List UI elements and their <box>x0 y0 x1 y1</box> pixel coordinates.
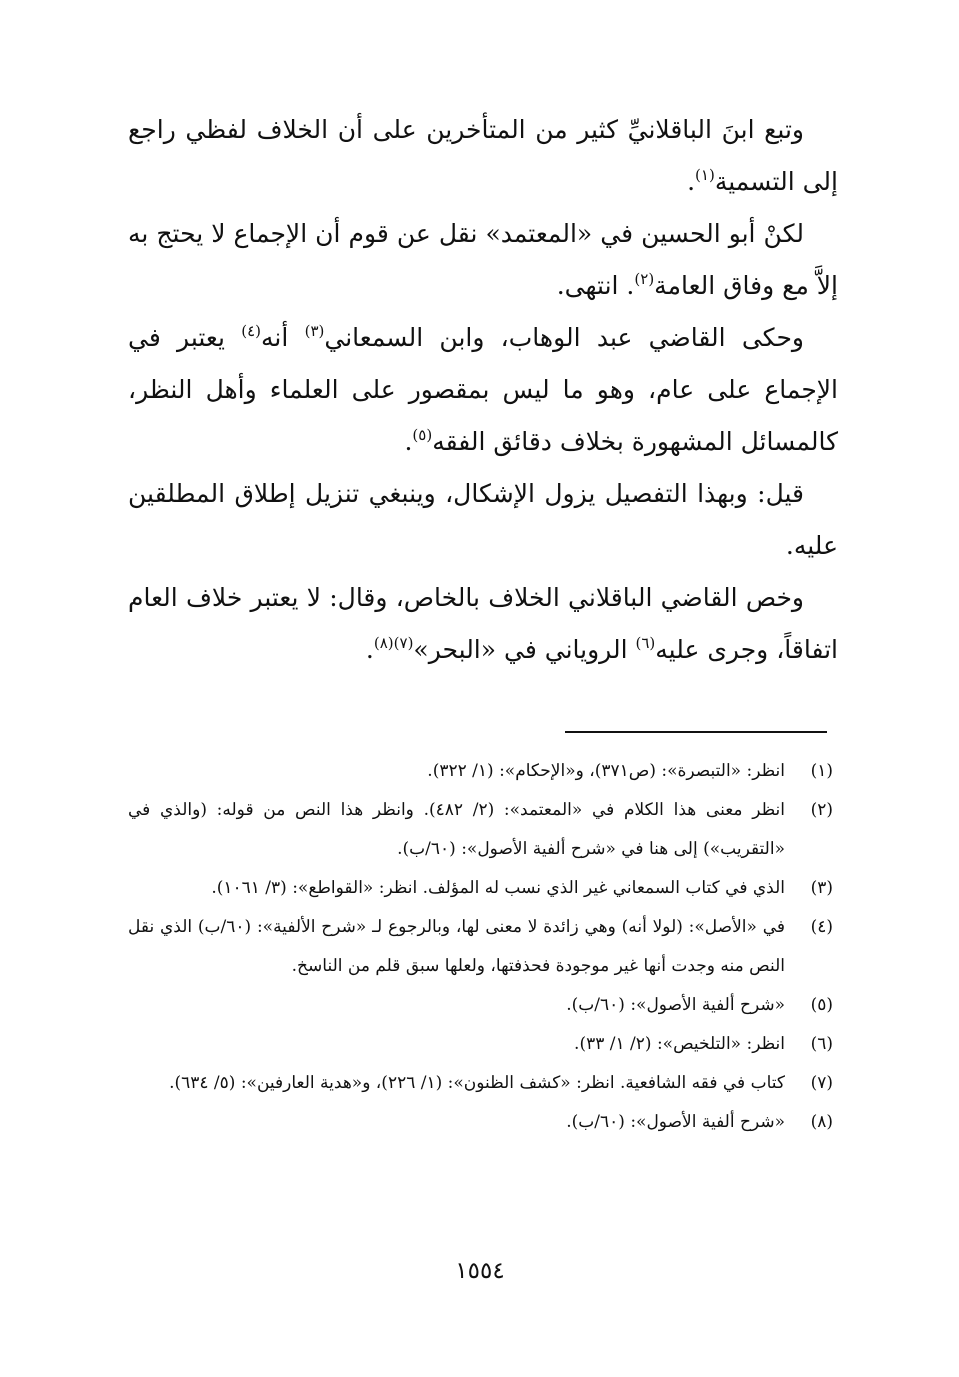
paragraph-tail: . <box>365 635 374 664</box>
footnote-6 <box>128 1025 833 1064</box>
footnote-ref: (٣) <box>304 322 325 340</box>
paragraph-3 <box>128 312 838 468</box>
footnote-8 <box>128 1103 833 1142</box>
footnote-number: (٨) <box>810 1112 833 1132</box>
footnote-7 <box>128 1064 833 1103</box>
footnote-text: انظر: «التلخيص»: (٢/ ١/ ٣٣). <box>574 1034 785 1054</box>
footnote-2 <box>128 791 833 869</box>
footnote-number: (٤) <box>810 917 833 937</box>
paragraph-text: وخص القاضي الباقلاني الخلاف بالخاص، وقال: لا يعتبر خلاف العام اتفاقاً، وجرى عليه <box>128 583 838 664</box>
footnote-ref: (٥) <box>412 426 433 444</box>
footnote-number: (١) <box>810 761 833 781</box>
paragraph-1 <box>128 104 838 208</box>
footnote-text: انظر معنى هذا الكلام في «المعتمد»: (٢/ ٤٨٢). وانظر هذا النص من قوله: (والذي في «التقريب») إلى هنا في «شرح ألفية الأصول»: (٦٠/ب). <box>128 800 785 859</box>
paragraph-5 <box>128 572 838 676</box>
footnote-4 <box>128 908 833 986</box>
footnote-text: «شرح ألفية الأصول»: (٦٠/ب). <box>566 995 785 1015</box>
paragraph-mid: أنه <box>261 323 305 352</box>
footnote-5 <box>128 986 833 1025</box>
footnote-ref: (٦) <box>635 634 656 652</box>
footnote-ref: (١) <box>695 166 715 184</box>
footnote-text: «شرح ألفية الأصول»: (٦٠/ب). <box>566 1112 785 1132</box>
footnotes-section <box>128 752 833 1142</box>
paragraph-tail: . <box>687 167 696 196</box>
paragraph-text: قيل: وبهذا التفصيل يزول الإشكال، وينبغي تنزيل إطلاق المطلقين عليه. <box>128 479 838 560</box>
footnote-3 <box>128 869 833 908</box>
paragraph-text: وحكى القاضي عبد الوهاب، وابن السمعاني <box>324 323 804 352</box>
footnote-text: انظر: «التبصرة»: (ص٣٧١)، و«الإحكام»: (١/ ٣٢٢). <box>427 761 785 781</box>
paragraph-2 <box>128 208 838 312</box>
footnote-ref: (٧)(٨) <box>373 634 414 652</box>
footnote-text: الذي في كتاب السمعاني غير الذي نسب له المؤلف. انظر: «القواطع»: (٣/ ١٠٦١). <box>211 878 785 898</box>
paragraph-tail: . انتهى. <box>556 271 635 300</box>
paragraph-tail: يعتبر في الإجماع على عام، وهو ما ليس بمقصور على العلماء وأهل النظر، كالمسائل المشهورة بخلاف دقائق الفقه <box>128 323 838 456</box>
footnote-ref: (٤) <box>241 322 261 340</box>
footnote-ref: (٢) <box>634 270 655 288</box>
footnote-number: (٣) <box>810 878 833 898</box>
paragraph-tail: . <box>404 427 413 456</box>
footnote-text: في «الأصل»: (لولا أنه) وهي زائدة لا معنى لها، وبالرجوع لـ «شرح الألفية»: (٦٠/ب) الذي نقل النص منه وجدت أنها غير موجودة فحذفتها، ولعلها سبق قلم من الناسخ. <box>128 917 785 976</box>
paragraph-text: لكنْ أبو الحسين في «المعتمد» نقل عن قوم أن الإجماع لا يحتج به إلاَّ مع وفاق العامة <box>128 219 838 300</box>
footnote-text: كتاب في فقه الشافعية. انظر: «كشف الظنون»: (١/ ٢٢٦)، و«هدية العارفين»: (٥/ ٦٣٤). <box>169 1073 785 1093</box>
footnote-1 <box>128 752 833 791</box>
footnote-number: (٢) <box>810 800 833 820</box>
paragraph-text: وتبع ابنَ الباقلانيِّ كثير من المتأخرين على أن الخلاف لفظي راجع إلى التسمية <box>128 115 838 196</box>
page-number: ١٥٥٤ <box>455 1258 505 1284</box>
main-text <box>128 104 838 676</box>
paragraph-4 <box>128 468 838 572</box>
footnote-number: (٧) <box>810 1073 833 1093</box>
paragraph-tail: الروياني في «البحر» <box>413 635 636 664</box>
footnote-number: (٦) <box>810 1034 833 1054</box>
footnote-separator <box>565 731 827 733</box>
footnote-number: (٥) <box>810 995 833 1015</box>
